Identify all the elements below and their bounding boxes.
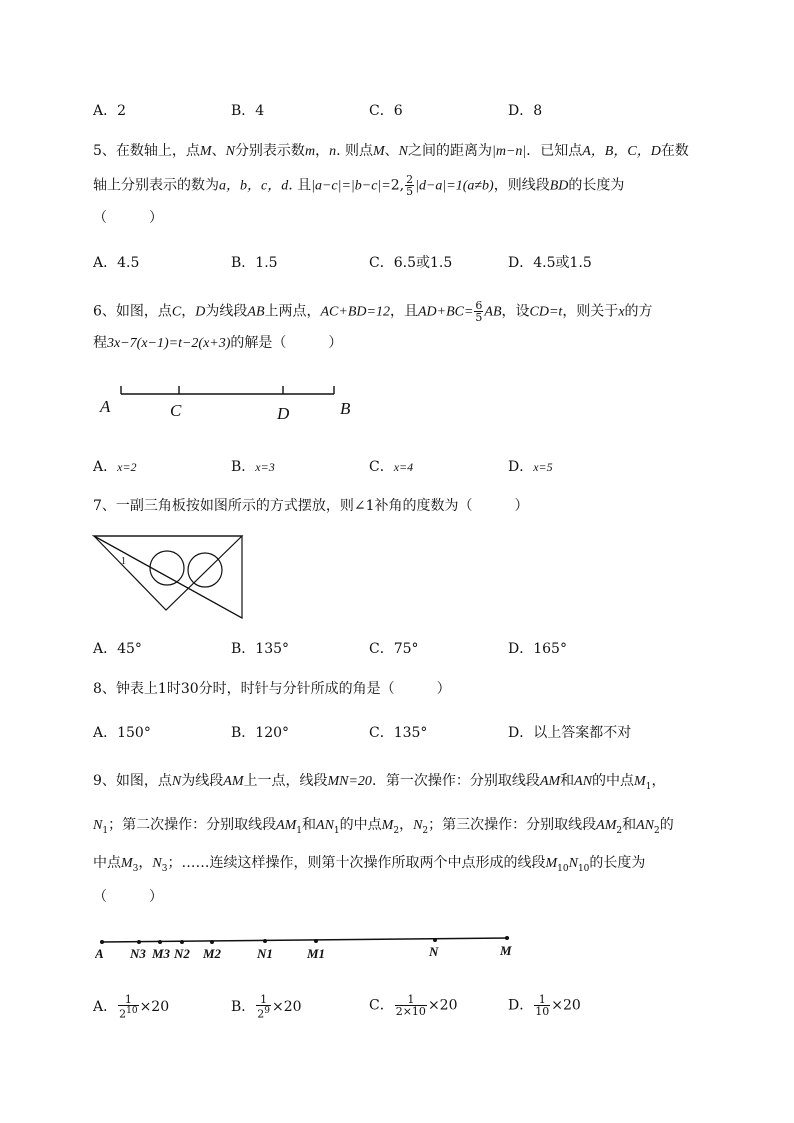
q9-var: AM [276,818,297,833]
frac-den: 10 [535,1005,550,1018]
point-m3 [158,940,162,944]
option-label: A． [93,998,118,1015]
q4-option-d[interactable]: D．8 [508,103,543,119]
point-m1 [314,939,318,943]
point-n2 [180,940,184,944]
frac-den-base: 2 [119,1007,127,1021]
option-label: B． [231,998,256,1015]
q9-var: N [93,818,103,833]
frac-den-base: 2 [257,1007,265,1021]
q9-line2 [93,815,734,841]
frac-num: 1 [395,994,427,1006]
q9-sub: 3 [161,863,168,874]
q6-text: ，则关于 [562,303,619,320]
q9-option-c[interactable] [369,994,457,1017]
q6-option-d[interactable] [508,456,553,476]
option-tail: ×20 [139,998,170,1015]
option-label: B． [231,459,256,475]
q6-text: 的解是（ ） [230,335,343,351]
q5-frac-num: 2 [406,173,414,186]
triangle-hole-left [150,551,184,585]
q5-formula: |a−c|=|b−c|= [311,178,391,194]
q9-answer-paren: （ ） [93,889,163,905]
q9-text: 上一点，线段 [243,773,328,789]
q6-equation: 3x−7(x−1)=t−2(x+3) [107,336,231,351]
q5-var: M [372,144,385,159]
q9-var: M [634,774,646,789]
q7-option-d[interactable]: D．165° [508,641,567,657]
q9-text: 9、如图，点 [93,773,172,789]
q9-text: 和 [560,773,575,789]
q9-option-d[interactable] [508,994,581,1017]
frac-den-exp: 10 [126,1006,138,1016]
q4-option-c[interactable]: C．6 [369,103,403,119]
q6-var: D [195,304,206,320]
q9-sub: 2 [393,825,400,836]
frac-den: 2×10 [395,1005,426,1018]
label-m1: M1 [307,946,326,961]
q9-option-b[interactable] [231,994,302,1020]
q9-var: M [381,818,394,833]
q6-text: 的方 [624,303,653,320]
q8-text: 8、钟表上1时30分时，时针与分针所成的角是（ ） [93,681,451,697]
q9-var: N [413,818,423,833]
label-c: C [170,401,182,420]
q6-options [93,456,653,478]
q8-options [93,722,653,744]
q8-option-c[interactable]: C．135° [369,725,428,741]
q5-points: A，B，C，D [582,144,661,159]
q9-text: 中点 [93,855,121,871]
q6-fraction [474,300,483,323]
q9-var: AN [574,774,593,789]
q5-formula: |m−n| [491,144,527,159]
q9-sub: 10 [557,863,569,874]
option-label: D． [508,459,534,475]
q9-var: N [568,856,578,871]
q5-text: 、 [384,143,399,159]
q5-option-c[interactable]: C．6.5或1.5 [369,255,453,271]
q9-sub: 2 [422,825,429,836]
option-fraction [395,994,427,1017]
q5-var: m [304,144,316,159]
q9-options [93,994,653,1024]
q6-text: 程 [93,335,107,351]
option-value: x=4 [393,460,414,474]
q6-line2 [93,333,734,354]
q5-var: BD [549,178,569,194]
option-fraction [534,994,550,1017]
q5-text: . 且 [288,177,312,194]
option-fraction [256,994,271,1020]
q9-text: 的中点 [592,773,635,789]
q5-formula: 2, [390,177,405,194]
label-n1: N1 [257,946,273,961]
point-a [100,940,104,944]
q9-var: AM [539,774,561,789]
label-m2: M2 [203,946,222,961]
q5-text: 、 [211,143,226,159]
q9-sub: 1 [296,825,303,836]
q5-text: ，则线段 [493,177,550,194]
label-n: N [429,944,439,959]
q9-line3 [93,853,734,879]
hypotenuse [94,536,242,618]
q6-text: ，设 [501,303,530,320]
q9-sub: 10 [577,863,590,874]
option-label: D． [508,997,534,1014]
q5-answer-paren: （ ） [93,210,163,226]
label-n2: N2 [174,946,190,961]
q9-text: ．第一次操作：分别取线段 [371,773,540,789]
frac-den [256,1006,271,1020]
q6-text: ，且 [389,303,418,320]
q5-text: 之间的距离为 [407,143,492,159]
label-m: M [500,943,512,958]
option-tail: ×20 [272,998,302,1015]
q6-var: C [171,304,182,320]
q7-option-a[interactable]: A．45° [93,641,142,657]
q6-option-a[interactable] [93,456,137,476]
q9-var: N [171,774,182,789]
frac-den-exp: 9 [264,1006,271,1016]
q6-text: 为线段 [205,303,248,320]
q9-text: 的 [659,817,674,833]
q5-text: . 则点 [336,143,373,159]
q6-formula: CD=t [529,304,563,320]
q4-option-a[interactable]: A．2 [93,103,127,119]
q9-var: M [121,856,133,871]
q5-text: ．已知点 [526,143,583,159]
q9-sub: 1 [333,825,340,836]
option-value: x=5 [533,460,553,474]
q4-options [93,100,653,122]
q6-text: 上两点， [264,303,321,320]
q5-option-b[interactable]: B．1.5 [231,255,278,271]
point-n [433,938,437,942]
label-m3: M3 [152,946,171,961]
q5-formula: |d−a|=1(a≠b) [415,178,494,194]
q5-options [93,252,653,274]
q9-sub: 2 [616,825,623,836]
q7-option-c[interactable]: C．75° [369,641,419,657]
q5-text: 的长度为 [568,177,625,194]
q5-vars: a，b，c，d [219,178,289,194]
q6-frac-num: 6 [475,299,483,312]
q5-text: 轴上分别表示的数为 [93,177,219,194]
q9-var: AM [223,774,244,789]
point-m2 [210,940,214,944]
label-a: A [100,397,111,416]
q5-text: 在数 [660,143,689,159]
q9-var: N [152,856,162,871]
q6-text: 6、如图，点 [93,303,172,320]
q6-option-c[interactable] [369,456,413,476]
q9-option-a[interactable] [93,994,169,1020]
q9-text: ；第二次操作：分别取线段 [108,817,277,833]
frac-den [118,1006,138,1020]
option-fraction [118,994,138,1020]
q9-text: 的长度为 [589,855,646,871]
q9-text: ， [651,773,666,789]
option-tail: ×20 [427,997,458,1014]
q9-line1 [93,771,734,797]
label-a: A [95,946,104,961]
angle-1-label: 1 [121,556,126,567]
option-label: A． [93,459,118,475]
q9-text: ， [138,855,153,871]
option-label: C． [369,997,394,1014]
label-n3: N3 [130,946,146,961]
frac-num: 1 [256,994,271,1006]
q9-midpoint-figure [95,928,520,964]
option-value: x=3 [255,460,275,474]
q9-var: AN [636,818,654,833]
q9-text: 和 [302,817,317,833]
option-label: C． [369,459,394,475]
frac-num: 1 [118,994,138,1006]
segment-am [102,938,509,942]
q6-var: AB [247,304,265,320]
point-n1 [263,939,267,943]
q5-fraction [405,174,414,197]
q6-formula: AC+BD=12 [320,304,390,320]
q5-line1 [93,141,734,162]
q9-var: AN [316,818,334,833]
q8-option-d[interactable]: D．以上答案都不对 [508,725,632,741]
q9-var: M [545,856,558,871]
point-m [505,936,509,940]
q5-text: 分别表示数 [234,143,305,159]
q9-text: 为线段 [181,773,224,789]
q9-sub: 3 [132,863,139,874]
q9-text: 的中点 [339,817,382,833]
triangle-ruler-small [94,536,242,610]
q6-segment-figure [95,380,365,428]
q5-text: ， [315,143,330,159]
q9-formula: MN=20 [327,774,372,789]
q6-option-b[interactable] [231,456,275,476]
q7-option-b[interactable]: B．135° [231,641,290,657]
point-n3 [137,940,141,944]
frac-num: 1 [534,994,550,1006]
q6-var: x [618,304,625,320]
q5-var: N [398,144,408,159]
q9-text: ；……连续这样操作，则第十次操作所取两个中点形成的线段 [167,855,546,871]
q5-option-d[interactable]: D．4.5或1.5 [508,255,592,271]
q6-text: ， [181,303,196,320]
q9-text: 和 [622,817,637,833]
label-d: D [277,404,290,423]
q6-formula: AD+BC= [417,304,474,320]
q5-var: M [199,144,212,159]
label-b: B [340,399,351,418]
q9-text: ， [399,817,414,833]
q5-option-a[interactable]: A．4.5 [93,255,140,271]
q7-triangle-figure [92,534,252,624]
option-tail: ×20 [551,997,581,1014]
q9-sub: 1 [102,825,109,836]
q6-line1 [93,300,734,323]
q8-option-a[interactable]: A．150° [93,725,151,741]
q6-frac-den: 5 [475,311,483,324]
q4-option-b[interactable]: B．4 [231,103,265,119]
q9-text: ；第三次操作：分别取线段 [428,817,597,833]
q5-var: n [329,144,337,159]
q5-line2 [93,174,734,197]
q8-option-b[interactable]: B．120° [231,725,290,741]
q5-text: 5、在数轴上，点 [93,143,200,159]
q5-var: N [225,144,235,159]
q7-text: 7、一副三角板按如图所示的方式摆放，则∠1补角的度数为（ ） [93,498,529,514]
triangle-hole-right [188,553,222,587]
q9-var: AM [596,818,617,833]
q5-frac-den: 5 [406,185,414,198]
q6-formula: AB [484,304,502,320]
q9-sub: 2 [653,825,660,836]
option-value: x=2 [117,460,137,474]
q9-sub: 1 [645,781,652,792]
q7-options [93,638,653,660]
